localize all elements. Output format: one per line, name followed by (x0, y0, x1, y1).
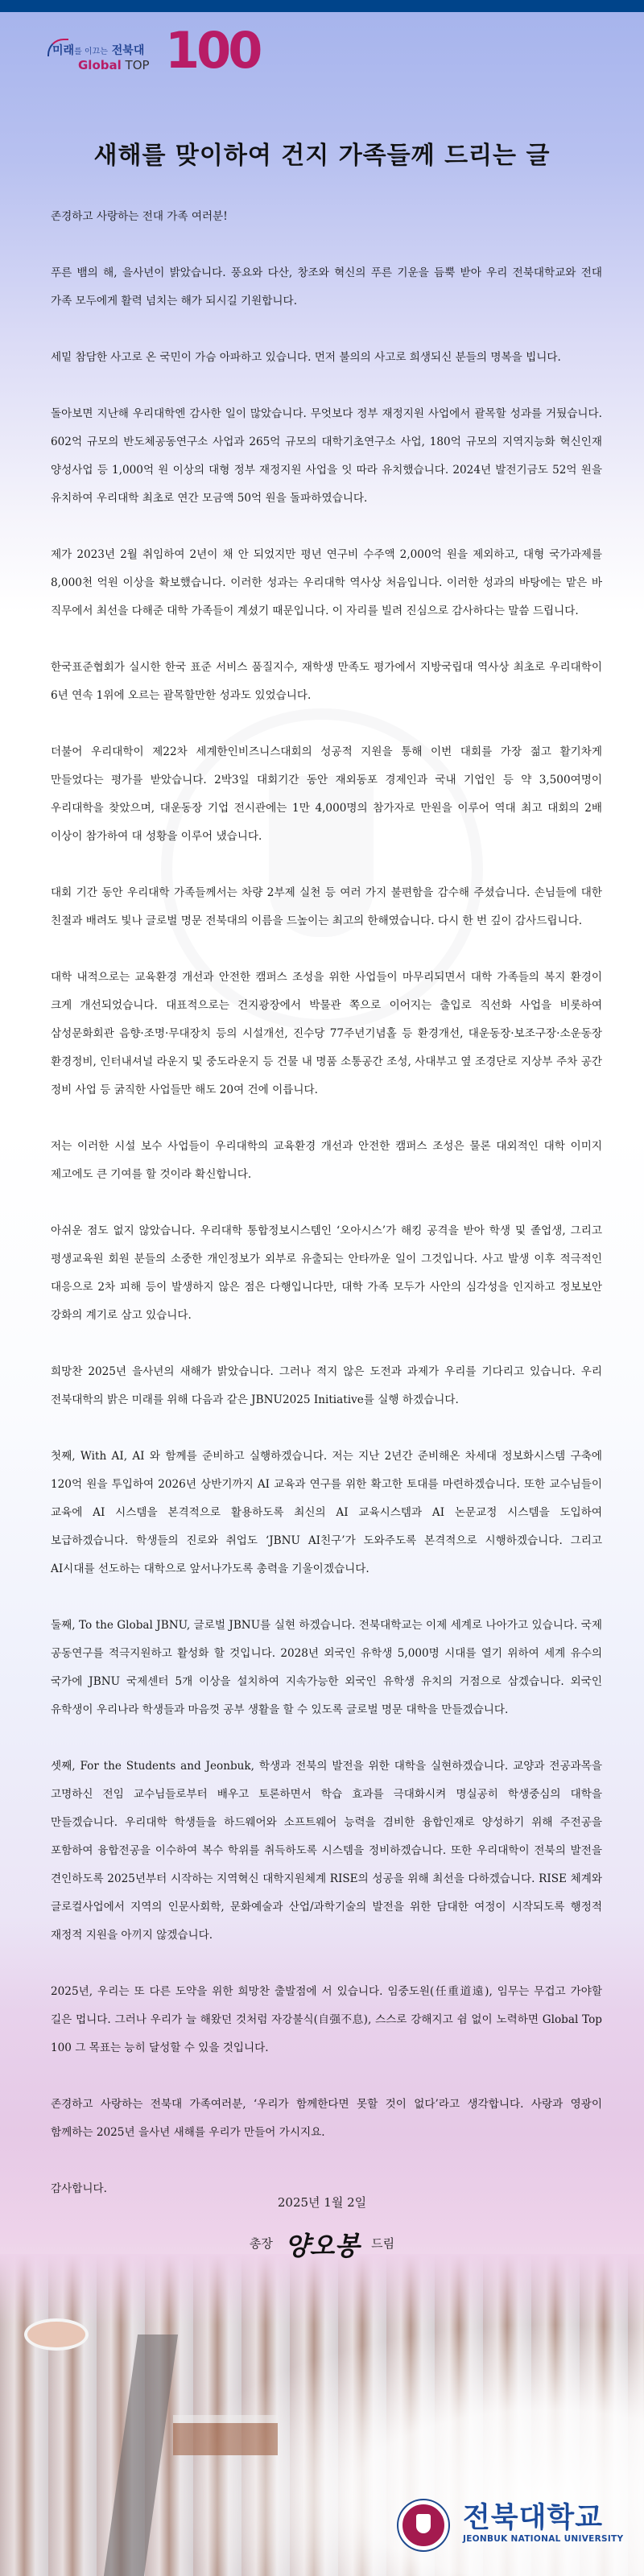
letter-body (51, 203, 602, 2231)
logo-slogan-line1 (52, 42, 144, 58)
paragraph: 아쉬운 점도 없지 않았습니다. 우리대학 통합정보시스템인 ‘오아시스’가 해킹 공격을 받아 학생 및 졸업생, 그리고 평생교육원 회원 분들의 소중한 개인정보가 외부로 유출되는 안타까운 일이 그것입니다. 사고 발생 이후 적극적인 대응으로 2차 피해 등이 발생하지 않은 점은 다행입니다만, 대학 가족 모두가 사안의 심각성을 인지하고 정보보안 강화의 계기로 삼고 있습니다. (51, 1224, 602, 1322)
logo-text-global: Global (78, 58, 122, 72)
paragraph: 희망찬 2025년 을사년의 새해가 밝았습니다. 그러나 적지 않은 도전과 과제가 우리를 기다리고 있습니다. 우리 전북대학의 밝은 미래를 위해 다음과 같은 JBNU2025 Initiative를 실행 하겠습니다. (51, 1365, 602, 1406)
president-signature: 양오봉 (284, 2231, 360, 2261)
paragraph: 돌아보면 지난해 우리대학엔 감사한 일이 많았습니다. 무엇보다 정부 재정지원 사업에서 괄목할 성과를 거뒀습니다. 602억 규모의 반도체공동연구소 사업과 265억 규모의 대학기초연구소 사업, 180억 규모의 지역지능화 혁신인재 양성사업 등 1,000억 원 이상의 대형 정부 재정지원 사업을 잇 따라 유치했습니다. 2024년 발전기금도 52억 원을 유치하여 우리대학 최초로 연간 모금액 50억 원을 돌파하였습니다. (51, 407, 602, 505)
university-logo (398, 2496, 640, 2568)
paragraph: 존경하고 사랑하는 전북대 가족여러분, ‘우리가 함께한다면 못할 것이 없다’라고 생각합니다. 사랑과 영광이 함께하는 2025년 을사년 새해를 우리가 만들어 가시지요. (51, 2098, 602, 2139)
paragraph-initiative-1: 첫째, With AI, AI 와 함께를 준비하고 실행하겠습니다. 저는 지난 2년간 준비해온 차세대 정보화시스템 구축에 120억 원을 투입하여 2026년 상반기까지 AI 교육과 연구를 위한 확고한 토대를 마련하겠습니다. 또한 교수님들이 교육에 AI 시스템을 본격적으로 활용하도록 최신의 AI 교육시스템과 AI 논문교정 시스템을 도입하여 보급하겠습니다. 학생들의 진로와 취업도 ‘JBNU AI친구’가 도와주도록 본격적으로 시행하겠습니다. 그리고 AI시대를 선도하는 대학으로 앞서나가도록 총력을 기울이겠습니다. (51, 1450, 602, 1575)
letter-signature-line (0, 2226, 644, 2263)
president-title: 총장 (249, 2236, 273, 2251)
university-name-en: JEONBUK NATIONAL UNIVERSITY (463, 2534, 624, 2544)
signature-suffix: 드림 (371, 2236, 395, 2251)
paragraph: 더불어 우리대학이 제22차 세계한인비즈니스대회의 성공적 지원을 통해 이번 대회를 가장 젊고 활기차게 만들었다는 평가를 받았습니다. 2박3일 대회기간 동안 재외동포 경제인과 국내 기업인 등 약 3,500여명이 우리대학을 찾았으며, 대운동장 기업 전시관에는 1만 4,000명의 참가자로 만원을 이루어 역대 최고 대회의 2배 이상이 참가하여 대 성황을 이루어 냈습니다. (51, 745, 602, 843)
page-title: 새해를 맞이하여 건지 가족들께 드리는 글 (93, 142, 551, 170)
paragraph: 푸른 뱀의 해, 을사년이 밝았습니다. 풍요와 다산, 창조와 혁신의 푸른 기운을 듬뿍 받아 우리 전북대학교와 전대 가족 모두에게 활력 넘치는 해가 되시길 기원합니다. (51, 266, 602, 308)
campus-road (104, 2334, 178, 2576)
campus-building-dome (24, 2318, 89, 2351)
letter-date: 2025년 1월 2일 (277, 2195, 367, 2210)
paragraph-greeting: 존경하고 사랑하는 전대 가족 여러분! (51, 210, 228, 223)
paragraph: 대학 내적으로는 교육환경 개선과 안전한 캠퍼스 조성을 위한 사업들이 마무리되면서 대학 가족들의 복지 환경이 크게 개선되었습니다. 대표적으로는 건지광장에서 박물관 쪽으로 이어지는 출입로 직선화 사업을 비롯하여 삼성문화회관 음향·조명·무대장치 등의 시설개선, 진수당 77주년기념홀 등 환경개선, 대운동장·보조구장·소운동장 환경정비, 인터내셔널 라운지 및 중도라운지 등 건물 내 명품 소통공간 조성, 사대부고 옆 조경단로 지상부 주차 공간 정비 사업 등 굵직한 사업들만 해도 20여 건에 이릅니다. (51, 971, 602, 1096)
logo-text-future: 미래 (52, 44, 75, 57)
paragraph: 세밑 참담한 사고로 온 국민이 가슴 아파하고 있습니다. 먼저 불의의 사고로 희생되신 분들의 명복을 빕니다. (51, 351, 561, 364)
paragraph: 저는 이러한 시설 보수 사업들이 우리대학의 교육환경 개선과 안전한 캠퍼스 조성은 물론 대외적인 대학 이미지 제고에도 큰 기여를 할 것이라 확신합니다. (51, 1140, 602, 1181)
top-bar (0, 0, 644, 12)
paragraph: 제가 2023년 2월 취임하여 2년이 채 안 되었지만 평년 연구비 수주액 2,000억 원을 제외하고, 대형 국가과제를 8,000천 억원 이상을 확보했습니다. 이러한 성과는 우리대학 역사상 처음입니다. 이러한 성과의 바탕에는 맡은 바 직무에서 최선을 다해준 대학 가족들이 계셨기 때문입니다. 이 자리를 빌려 진심으로 감사하다는 말씀 드립니다. (51, 548, 602, 617)
paragraph: 한국표준협회가 실시한 한국 표준 서비스 품질지수, 재학생 만족도 평가에서 지방국립대 역사상 최초로 우리대학이 6년 연속 1위에 오르는 괄목할만한 성과도 있었습니다. (51, 661, 602, 702)
campus-gate (173, 2415, 278, 2455)
logo-text-leading: 를 이끄는 (74, 47, 108, 56)
logo-slogan-line2 (78, 58, 150, 72)
logo-arc-icon (47, 39, 68, 56)
global-top-100-logo (44, 21, 260, 80)
paragraph: 대회 기간 동안 우리대학 가족들께서는 차량 2부제 실천 등 여러 가지 불편함을 감수해 주셨습니다. 손님들에 대한 친절과 배려도 빛나 글로벌 명문 전북대의 이름을 드높이는 최고의 한해였습니다. 다시 한 번 깊이 감사드립니다. (51, 886, 602, 927)
paragraph-initiative-2: 둘째, To the Global JBNU, 글로벌 JBNU를 실현 하겠습니다. 전북대학교는 이제 세계로 나아가고 있습니다. 국제 공동연구를 적극지원하고 활성화 할 것입니다. 2028년 외국인 유학생 5,000명 시대를 열기 위하여 세계 유수의 국가에 JBNU 국제센터 5개 이상을 설치하여 지속가능한 외국인 유학생 유치의 거점으로 삼겠습니다. 외국인 유학생이 우리나라 학생들과 마음껏 공부 생활을 할 수 있도록 글로벌 명문 대학을 만들겠습니다. (51, 1619, 602, 1716)
logo-text-jbnu: 전북대 (111, 44, 145, 57)
logo-text-100: 100 (165, 21, 260, 80)
university-emblem-icon (398, 2500, 448, 2550)
paragraph-initiative-3: 셋째, For the Students and Jeonbuk, 학생과 전북의 발전을 위한 대학을 실현하겠습니다. 교양과 전공과목을 고명하신 전임 교수님들로부터 배우고 토론하면서 학습 효과를 극대화시켜 명실공히 학생중심의 대학을 만들겠습니다. 우리대학 학생들을 하드웨어와 소프트웨어 능력을 겸비한 융합인재로 양성하기 위해 주전공을 포함하여 융합전공을 이수하여 복수 학위를 취득하도록 시스템을 정비하겠습니다. 또한 우리대학이 전북의 발전을 견인하도록 2025년부터 시작하는 지역혁신 대학지원체계 RISE의 성공을 위해 최선을 다하겠습니다. RISE 체계와 글로컬사업에서 지역의 인문사회학, 문화예술과 산업/과학기술의 발전을 위한 담대한 여정이 시작되도록 행정적 재정적 지원을 아끼지 않겠습니다. (51, 1760, 602, 1942)
logo-text-top: TOP (125, 58, 150, 72)
university-name-ko: 전북대학교 (463, 2502, 604, 2534)
paragraph: 2025년, 우리는 또 다른 도약을 위한 희망찬 출발점에 서 있습니다. 임중도원(任重道遠), 임무는 무겁고 가야할 길은 멉니다. 그러나 우리가 늘 해왔던 것처럼 자강불식(自强不息), 스스로 강해지고 쉼 없이 노력하면 Global Top 100 그 목표는 능히 달성할 수 있을 것입니다. (51, 1985, 602, 2054)
paragraph-thanks: 감사합니다. (51, 2182, 107, 2195)
